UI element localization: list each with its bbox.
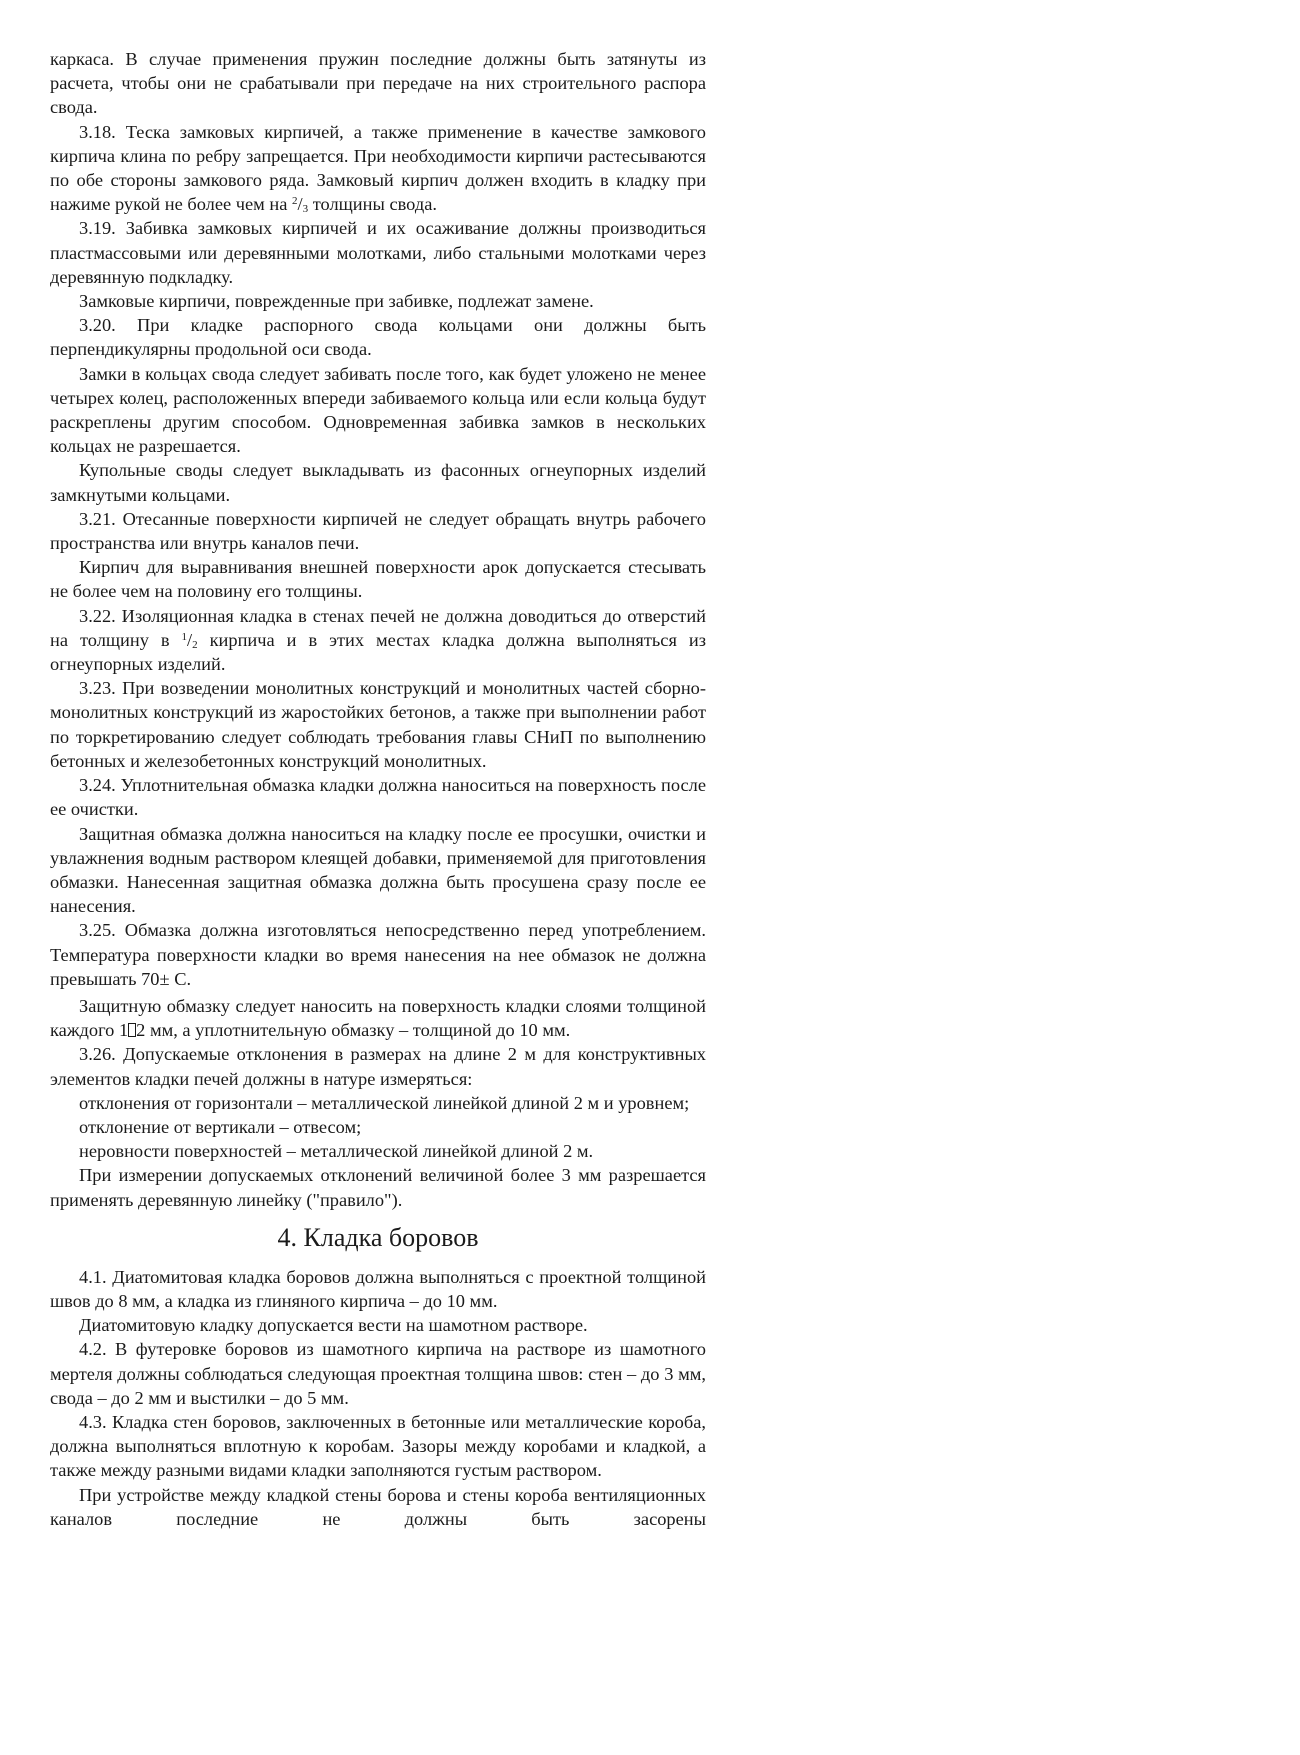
paragraph-3-25-b xyxy=(50,994,706,1042)
section-heading: 4. Кладка боровов xyxy=(277,1222,479,1252)
paragraph-4-2: 4.2. В футеровке боровов из шамотного кирпича на растворе из шамотного мертеля должны соблюдаться следующая проектная толщина швов: стен – до 3 мм, свода – до 2 мм и выстилки – до 5 мм. xyxy=(50,1339,706,1408)
paragraph-3-18 xyxy=(50,120,706,217)
paragraph-3-18-text-b: толщины свода. xyxy=(308,194,437,215)
paragraph-3-20: 3.20. При кладке распорного свода кольцами они должны быть перпендикулярны продольной оси свода. xyxy=(50,315,706,360)
paragraph-4-1: 4.1. Диатомитовая кладка боровов должна выполняться с проектной толщиной швов до 8 мм, а кладка из глиняного кирпича – до 10 мм. xyxy=(50,1266,706,1311)
paragraph-3-19: 3.19. Забивка замковых кирпичей и их осаживание должны производиться пластмассовыми или деревянными молотками, либо стальными молотками через деревянную подкладку. xyxy=(50,218,706,287)
paragraph-3-22-text-b: кирпича и в этих местах кладка должна выполняться из огнеупорных изделий. xyxy=(50,629,706,675)
paragraph-3-18-text-a: 3.18. Теска замковых кирпичей, а также применение в качестве замкового кирпича клина по ребру запрещается. При необходимости кирпичи растесываются по обе стороны замкового ряда. Замковый кирпич должен входить в кладку при нажиме рукой не более чем на xyxy=(50,121,706,215)
paragraph-4-3: 4.3. Кладка стен боровов, заключенных в бетонные или металлические короба, должна выполняться вплотную к коробам. Зазоры между коробами и кладкой, а также между разными видами кладки заполняются густым раствором. xyxy=(50,1411,706,1481)
paragraph-3-26-c: отклонение от вертикали – отвесом; xyxy=(79,1116,362,1137)
missing-glyph-box-icon xyxy=(128,1023,136,1037)
fraction-denominator: 2 xyxy=(192,638,198,651)
fraction-numerator: 2 xyxy=(292,195,298,208)
paragraph-3-26-d: неровности поверхностей – металлической линейкой длиной 2 м. xyxy=(79,1141,594,1162)
paragraph-3-25-b-text-a: Защитную обмазку следует наносить на поверхность кладки слоями толщиной каждого 1 xyxy=(50,995,706,1041)
paragraph-4-3-b: При устройстве между кладкой стены борова и стены короба вентиляционных каналов последние не должны быть засорены xyxy=(50,1484,706,1529)
paragraph-3-24: 3.24. Уплотнительная обмазка кладки должна наноситься на поверхность после ее очистки. xyxy=(50,775,706,820)
paragraph-3-21: 3.21. Отесанные поверхности кирпичей не следует обращать внутрь рабочего пространства или внутрь каналов печи. xyxy=(50,508,706,554)
paragraph-3-26: 3.26. Допускаемые отклонения в размерах на длине 2 м для конструктивных элементов кладки печей должны в натуре измеряться: xyxy=(50,1044,706,1089)
paragraph-3-22 xyxy=(50,604,706,677)
paragraph-4-1-b: Диатомитовую кладку допускается вести на шамотном растворе. xyxy=(79,1315,588,1336)
paragraph-3-19-b: Замковые кирпичи, поврежденные при забивке, подлежат замене. xyxy=(79,291,594,312)
paragraph-continuation: каркаса. В случае применения пружин последние должны быть затянуты из расчета, чтобы они не срабатывали при передаче на них строительного распора свода. xyxy=(50,49,706,118)
fraction-slash: / xyxy=(297,194,303,215)
paragraph-3-26-e: При измерении допускаемых отклонений величиной более 3 мм разрешается применять деревянную линейку ("правило"). xyxy=(50,1165,706,1210)
fraction-denominator: 3 xyxy=(302,203,309,216)
paragraph-3-25-b-text-b: 2 мм, а уплотнительную обмазку – толщиной до 10 мм. xyxy=(136,1020,571,1041)
paragraph-3-22-text-a: 3.22. Изоляционная кладка в стенах печей не должна доводиться до отверстий на толщину в xyxy=(50,605,706,650)
paragraph-3-20-c: Купольные своды следует выкладывать из фасонных огнеупорных изделий замкнутыми кольцами. xyxy=(50,460,706,505)
paragraph-3-24-b: Защитная обмазка должна наноситься на кладку после ее просушки, очистки и увлажнения водным раствором клеящей добавки, применяемой для приготовления обмазки. Нанесенная защитная обмазка должна быть просушена сразу после ее нанесения. xyxy=(50,823,706,917)
paragraph-3-21-b: Кирпич для выравнивания внешней поверхности арок допускается стесывать не более чем на половину его толщины. xyxy=(50,557,706,602)
fraction-slash: / xyxy=(187,629,193,650)
paragraph-3-26-b: отклонения от горизонтали – металлической линейкой длиной 2 м и уровнем; xyxy=(79,1092,690,1113)
fraction-numerator: 1 xyxy=(181,630,188,643)
paragraph-3-25: 3.25. Обмазка должна изготовляться непосредственно перед употреблением. Температура поверхности кладки во время нанесения на нее обмазок не должна превышать 70± С. xyxy=(50,920,706,989)
paragraph-3-20-b: Замки в кольцах свода следует забивать после того, как будет уложено не менее четырех колец, расположенных впереди забиваемого кольца или если кольца будут раскреплены другим способом. Одновременная забивка замков в нескольких кольцах не разрешается. xyxy=(50,363,706,457)
paragraph-3-23: 3.23. При возведении монолитных конструкций и монолитных частей сборно-монолитных конструкций из жаростойких бетонов, а также при выполнении работ по торкретированию следует соблюдать требования главы СНиП по выполнению бетонных и железобетонных конструкций монолитных. xyxy=(50,678,706,771)
document-page xyxy=(50,47,706,1531)
